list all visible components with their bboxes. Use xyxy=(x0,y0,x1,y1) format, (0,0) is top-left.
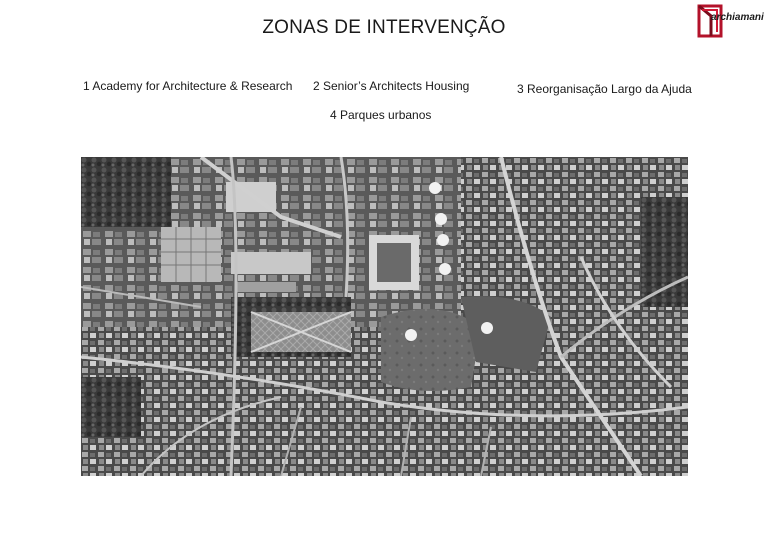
zone-marker-4[interactable] xyxy=(439,263,451,275)
zone-marker-1[interactable] xyxy=(429,182,441,194)
zone-label-academy: 1 Academy for Architecture & Research xyxy=(83,79,293,93)
zone-marker-6[interactable] xyxy=(481,322,493,334)
zone-marker-3[interactable] xyxy=(437,234,449,246)
logo xyxy=(697,4,763,38)
zone-label-senior-housing: 2 Senior’s Architects Housing xyxy=(313,79,470,93)
zone-label-largo-ajuda: 3 Reorganisação Largo da Ajuda xyxy=(517,82,692,96)
zone-marker-2[interactable] xyxy=(435,213,447,225)
zone-label-parques: 4 Parques urbanos xyxy=(330,108,432,122)
zone-marker-5[interactable] xyxy=(405,329,417,341)
page-title: ZONAS DE INTERVENÇÃO xyxy=(262,17,506,38)
aerial-map-image xyxy=(81,157,688,476)
aerial-map xyxy=(81,157,688,476)
logo-text: archiamani xyxy=(711,12,764,23)
